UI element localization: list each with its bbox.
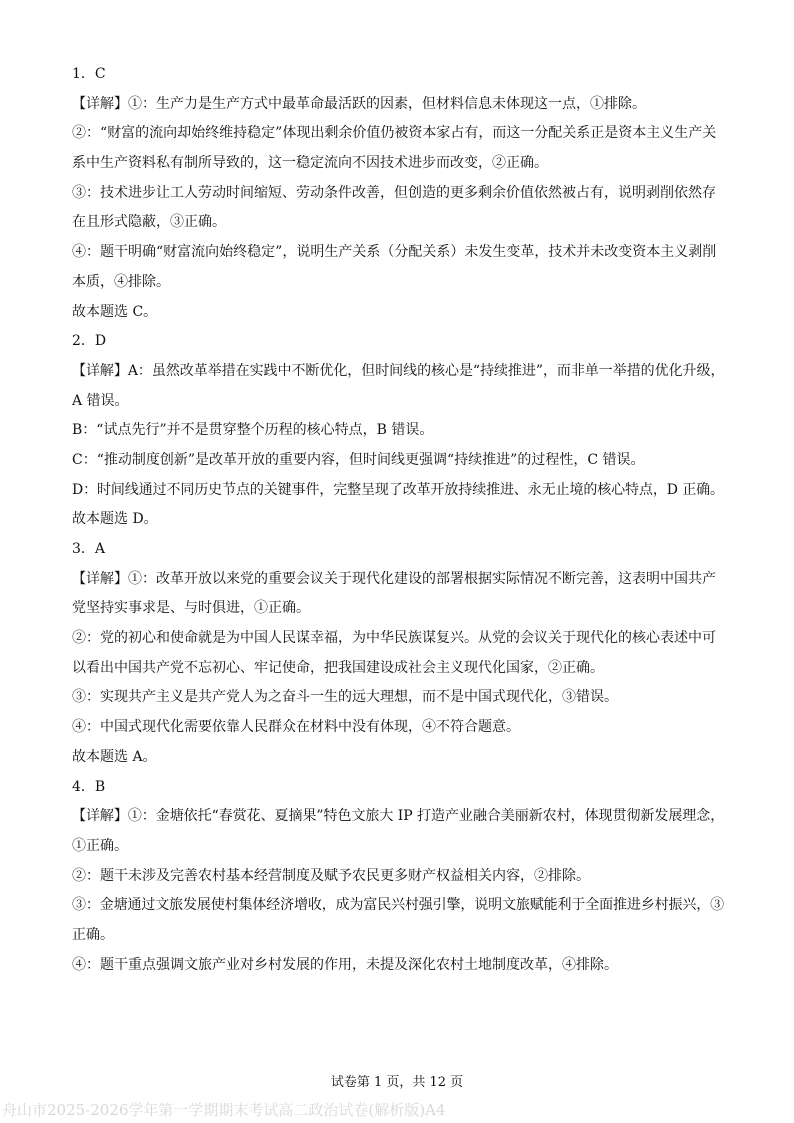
text-line: 系中生产资料私有制所导致的，这一稳定流向不因技术进步而改变，②正确。 [72, 155, 548, 172]
text-line: C：“推动制度创新”是改革开放的重要内容，但时间线更强调“持续推进”的过程性，C 错误。 [72, 451, 645, 468]
text-line: 以看出中国共产党不忘初心、牢记使命，把我国建设成社会主义现代化国家，②正确。 [72, 659, 604, 676]
text-line: 在且形式隐蔽，③正确。 [72, 214, 226, 231]
text-line: ③：实现共产主义是共产党人为之奋斗一生的远大理想，而不是中国式现代化，③错误。 [72, 689, 618, 706]
text-line: ③：技术进步让工人劳动时间缩短、劳动条件改善，但创造的更多剩余价值依然被占有，说明剥削依然存 [72, 184, 716, 201]
watermark: 舟山市2025-2026学年第一学期期末考试高二政治试卷(解析版)A4 [2, 1101, 446, 1119]
text-line: 党坚持实事求是、与时俱进，①正确。 [72, 600, 310, 617]
text-line: A 错误。 [72, 392, 129, 409]
text-line: D：时间线通过不同历史节点的关键事件，完整呈现了改革开放持续推进、永无止境的核心特点，D 正确。 [72, 481, 724, 498]
text-line: 【详解】A：虽然改革举措在实践中不断优化，但时间线的核心是“持续推进”，而非单一举措的优化升级， [72, 362, 725, 379]
text-line: B：“试点先行”并不是贯穿整个历程的核心特点，B 错误。 [72, 422, 434, 439]
answer-content [72, 64, 725, 984]
text-line: ②：党的初心和使命就是为中国人民谋幸福，为中华民族谋复兴。从党的会议关于现代化的核心表述中可 [72, 630, 716, 647]
text-line: 故本题选 D。 [72, 511, 158, 528]
text-line: 【详解】①：生产力是生产方式中最革命最活跃的因素，但材料信息未体现这一点，①排除。 [72, 95, 646, 112]
text-line: 【详解】①：金塘依托“春赏花、夏摘果”特色文旅大 IP 打造产业融合美丽新农村，体现贯彻新发展理念， [72, 808, 725, 825]
page-footer: 试卷第 1 页，共 12 页 [330, 1075, 464, 1090]
text-line: ③：金塘通过文旅发展使村集体经济增收，成为富民兴村强引擎，说明文旅赋能利于全面推进乡村振兴，③ [72, 897, 724, 914]
text-line: 3．A [72, 541, 106, 557]
text-line: 【详解】①：改革开放以来党的重要会议关于现代化建设的部署根据实际情况不断完善，这表明中国共产 [72, 570, 716, 587]
text-line: ④：中国式现代化需要依靠人民群众在材料中没有体现，④不符合题意。 [72, 719, 520, 736]
text-line: ④：题干重点强调文旅产业对乡村发展的作用，未提及深化农村土地制度改革，④排除。 [72, 956, 618, 973]
text-line: 本质，④排除。 [72, 273, 170, 290]
text-line: ④：题干明确“财富流向始终稳定”，说明生产关系（分配关系）未发生变革，技术并未改变资本主义剥削 [72, 244, 717, 261]
text-line: 4．B [72, 778, 106, 795]
text-line: 1．C [72, 66, 106, 82]
text-line: ①正确。 [72, 837, 128, 854]
text-line: 故本题选 C。 [72, 303, 158, 320]
text-line: 2．D [72, 333, 107, 350]
text-line: 故本题选 A。 [72, 748, 157, 765]
text-line: 正确。 [72, 926, 114, 943]
text-line: ②：“财富的流向却始终维持稳定”体现出剩余价值仍被资本家占有，而这一分配关系正是资本主义生产关 [72, 125, 717, 142]
text-line: ②：题干未涉及完善农村基本经营制度及赋予农民更多财产权益相关内容，②排除。 [72, 867, 590, 884]
